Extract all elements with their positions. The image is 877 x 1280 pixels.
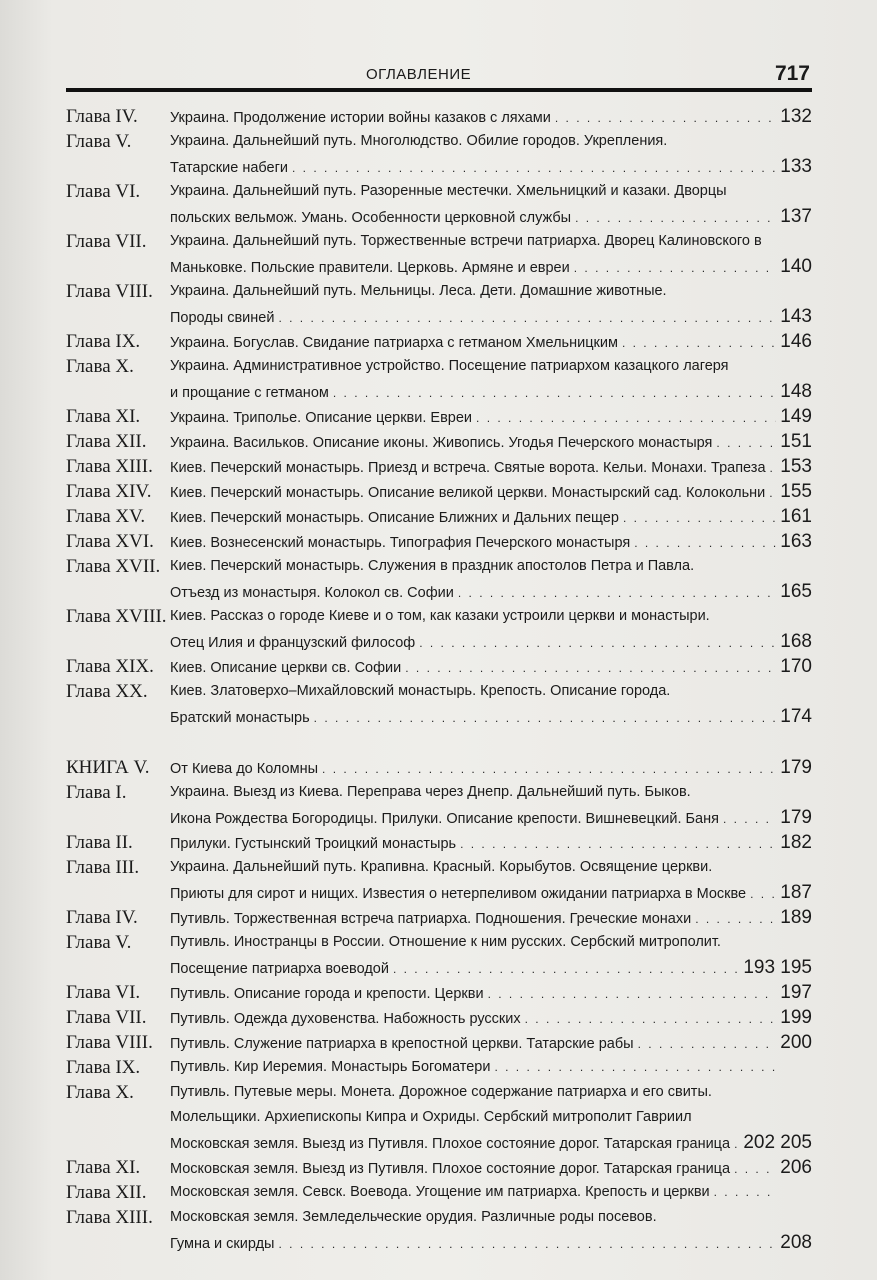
chapter-title-text: Киев. Печерский монастырь. Описание великой церкви. Монастырский сад. Колокольни [170,485,766,501]
chapter-page-number: 168 [780,631,812,652]
chapter-title-text: Киев. Описание церкви св. Софии [170,660,402,676]
chapter-label: Глава XX. [66,681,148,702]
chapter-title-text: Киев. Печерский монастырь. Описание Ближних и Дальних пещер [170,510,619,526]
dot-leader [278,306,776,331]
chapter-title-text: Украина. Дальнейший путь. Разоренные местечки. Хмельницкий и казаки. Дворцы [170,183,727,199]
chapter-label: Глава XIV. [66,481,152,502]
dot-leader [322,757,776,782]
chapter-label: Глава VII. [66,1007,147,1028]
chapter-title-text: Породы свиней [170,310,275,326]
chapter-label: Глава IV. [66,907,138,928]
toc-entry [66,179,812,229]
chapter-title-line [170,1080,812,1105]
toc-entry [66,454,812,479]
chapter-label: Глава X. [66,356,134,377]
chapter-page-number: 133 [780,156,812,177]
toc-entry [66,504,812,529]
toc-entry [66,1030,812,1055]
dot-leader [575,206,776,231]
chapter-label: Глава XIII. [66,1207,153,1228]
chapter-title-text: Украина. Выезд из Киева. Переправа через Днепр. Дальнейший путь. Быков. [170,784,691,800]
chapter-title-text: Икона Рождества Богородицы. Прилуки. Описание крепости. Вишневецкий. Баня [170,811,719,827]
chapter-page-number: 161 [780,506,812,527]
chapter-page-number: 200 [780,1032,812,1053]
chapter-title-text: Украина. Дальнейший путь. Крапивна. Красный. Корыбутов. Освящение церкви. [170,859,713,875]
chapter-label: Глава XV. [66,506,146,527]
chapter-title-line [170,604,812,629]
chapter-title-text: Украина. Дальнейший путь. Многолюдство. Обилие городов. Укрепления. [170,133,668,149]
dot-leader [623,506,776,531]
toc-entry [66,604,812,654]
chapter-page-number: 146 [780,331,812,352]
chapter-title-text: Украина. Васильков. Описание иконы. Живопись. Угодья Печерского монастыря [170,435,713,451]
chapter-title-text: Татарские набеги [170,160,289,176]
chapter-label: Глава XI. [66,406,141,427]
toc-entry [66,780,812,830]
chapter-label: Глава VI. [66,181,141,202]
chapter-title-line [170,855,812,880]
chapter-title-text: Киев. Печерский монастырь. Служения в праздник апостолов Петра и Павла. [170,558,695,574]
chapter-page-number: 151 [780,431,812,452]
dot-leader [460,832,776,857]
chapter-title-line [170,930,812,955]
dot-leader [723,807,776,832]
toc-entry [66,1080,812,1155]
toc-entry [66,529,812,554]
chapter-title-line [170,329,812,354]
toc-entry [66,855,812,905]
chapter-title-line [170,704,812,729]
chapter-title-line [170,654,812,679]
chapter-title-text: Украина. Триполье. Описание церкви. Евреи [170,410,473,426]
chapter-title-line [170,755,812,780]
dot-leader [734,1132,739,1157]
chapter-label: Глава VIII. [66,1032,153,1053]
chapter-label: Глава V. [66,932,132,953]
chapter-title-text: Путивль. Служение патриарха в крепостной церкви. Татарские рабы [170,1036,634,1052]
dot-leader [714,1180,778,1205]
chapter-title-line [170,479,812,504]
chapter-label: Глава IX. [66,331,141,352]
chapter-label: Глава XVI. [66,531,154,552]
chapter-title-line [170,504,812,529]
chapter-page-number: 153 [780,456,812,477]
toc-entry [66,930,812,980]
chapter-title-line [170,880,812,905]
chapter-page-number: 179 [780,757,812,778]
chapter-title-line [170,554,812,579]
chapter-label: Глава III. [66,857,140,878]
chapter-title-text: Украина. Дальнейший путь. Торжественные встречи патриарха. Дворец Калиновского в [170,233,762,249]
chapter-page-number: 174 [780,706,812,727]
dot-leader [555,106,776,131]
dot-leader [333,381,776,406]
chapter-title-text: польских вельмож. Умань. Особенности церковной службы [170,210,572,226]
chapter-title-line [170,129,812,154]
chapter-page-number: 199 [780,1007,812,1028]
chapter-label: Глава IX. [66,1057,141,1078]
dot-leader [622,331,776,356]
toc-entry [66,479,812,504]
dot-leader [770,456,777,481]
chapter-title-line [170,980,812,1005]
chapter-title-text: Путивль. Иностранцы в России. Отношение к ним русских. Сербский митрополит. [170,934,721,950]
toc-entry [66,354,812,404]
chapter-title-text: Отец Илия и французский философ [170,635,416,651]
dot-leader [634,531,776,556]
chapter-title-line [170,154,812,179]
dot-leader [734,1157,776,1182]
chapter-page-number: 137 [780,206,812,227]
chapter-title-line [170,579,812,604]
table-of-contents [66,104,812,1255]
dot-leader [419,631,776,656]
section-gap [66,729,812,755]
chapter-title-line [170,1005,812,1030]
chapter-label: Глава XVII. [66,556,161,577]
chapter-page-number: 165 [780,581,812,602]
toc-entry [66,104,812,129]
chapter-title-line [170,454,812,479]
chapter-label: Глава XI. [66,1157,141,1178]
chapter-page-number: 149 [780,406,812,427]
chapter-page-number: 132 [780,106,812,127]
chapter-title-text: Путивль. Путевые меры. Монета. Дорожное содержание патриарха и его свиты. [170,1084,712,1100]
chapter-title-line [170,830,812,855]
dot-leader [638,1032,777,1057]
chapter-title-line [170,1155,812,1180]
chapter-title-text: Украина. Административное устройство. Посещение патриархом казацкого лагеря [170,358,729,374]
chapter-label: Глава IV. [66,106,138,127]
dot-leader [488,982,777,1007]
chapter-title-line [170,679,812,704]
chapter-title-text: Молельщики. Архиепископы Кипра и Охриды. Сербский митрополит Гавриил [170,1109,692,1125]
chapter-title-line [170,229,812,254]
chapter-title-text: Путивль. Торжественная встреча патриарха. Подношения. Греческие монахи [170,911,692,927]
chapter-title-text: Киев. Златоверхо–Михайловский монастырь. Крепость. Описание города. [170,683,671,699]
chapter-page-number: 197 [780,982,812,1003]
chapter-page-number: 206 [780,1157,812,1178]
chapter-title-text: Украина. Продолжение истории войны казаков с ляхами [170,110,551,126]
dot-leader [405,656,776,681]
dot-leader [525,1007,777,1032]
chapter-label: Глава VIII. [66,281,153,302]
toc-entry [66,654,812,679]
chapter-title-line [170,179,812,204]
chapter-title-line [170,780,812,805]
toc-entry [66,905,812,930]
chapter-title-line [170,905,812,930]
chapter-title-text: Братский монастырь [170,710,310,726]
dot-leader [769,481,776,506]
chapter-title-text: Путивль. Кир Иеремия. Монастырь Богоматери [170,1059,491,1075]
chapter-title-text: Украина. Дальнейший путь. Мельницы. Леса. Дети. Домашние животные. [170,283,667,299]
chapter-title-line [170,254,812,279]
dot-leader [750,882,776,907]
chapter-page-number: 163 [780,531,812,552]
toc-entry [66,1055,812,1080]
chapter-title-line [170,204,812,229]
toc-entry [66,1155,812,1180]
toc-entry [66,1005,812,1030]
dot-leader [278,1232,776,1257]
toc-entry [66,229,812,279]
header-rule [66,88,812,92]
chapter-title-text: Киев. Рассказ о городе Киеве и о том, как казаки устроили церкви и монастыри. [170,608,710,624]
chapter-title-text: Отъезд из монастыря. Колокол св. Софии [170,585,454,601]
toc-entry [66,755,812,780]
toc-entry [66,1205,812,1255]
chapter-title-text: От Киева до Коломны [170,761,319,777]
chapter-page-number: 187 [780,882,812,903]
chapter-title-line [170,955,812,980]
dot-leader [574,256,777,281]
toc-entry [66,129,812,179]
toc-entry [66,429,812,454]
chapter-title-line [170,104,812,129]
chapter-label: Глава II. [66,832,133,853]
dot-leader [314,706,777,731]
chapter-title-line [170,379,812,404]
chapter-label: Глава I. [66,782,127,803]
chapter-title-line [170,529,812,554]
toc-entry [66,1180,812,1205]
dot-leader [695,907,776,932]
chapter-title-line [170,1030,812,1055]
toc-entry [66,404,812,429]
chapter-title-text: Маньковке. Польские правители. Церковь. Армяне и евреи [170,260,570,276]
chapter-title-line [170,404,812,429]
chapter-title-line [170,279,812,304]
chapter-title-text: Киев. Вознесенский монастырь. Типография Печерского монастыря [170,535,631,551]
dot-leader [494,1055,778,1080]
chapter-title-line [170,1055,812,1080]
dot-leader [458,581,776,606]
toc-entry [66,830,812,855]
running-title: ОГЛАВЛЕНИЕ [366,66,472,83]
page-header [66,60,812,100]
chapter-title-text: Украина. Богуслав. Свидание патриарха с гетманом Хмельницким [170,335,618,351]
chapter-page-number: 182 [780,832,812,853]
toc-entry [66,679,812,729]
chapter-title-text: Прилуки. Густынский Троицкий монастырь [170,836,457,852]
chapter-label: Глава XVIII. [66,606,167,627]
chapter-page-number: 143 [780,306,812,327]
chapter-label: КНИГА V. [66,757,150,778]
chapter-label: Глава XIII. [66,456,153,477]
chapter-title-line [170,354,812,379]
chapter-page-number: 179 [780,807,812,828]
chapter-label: Глава X. [66,1082,134,1103]
chapter-title-text: Посещение патриарха воеводой [170,961,389,977]
chapter-title-text: Московская земля. Выезд из Путивля. Плохое состояние дорог. Татарская граница [170,1161,731,1177]
chapter-title-line [170,1180,812,1205]
chapter-title-text: Киев. Печерский монастырь. Приезд и встреча. Святые ворота. Кельи. Монахи. Трапеза [170,460,766,476]
chapter-page-number: 208 [780,1232,812,1253]
chapter-title-text: Московская земля. Севск. Воевода. Угощение им патриарха. Крепость и церкви [170,1184,710,1200]
dot-leader [292,156,776,181]
toc-entry [66,554,812,604]
chapter-title-line [170,1205,812,1230]
chapter-title-line [170,1130,812,1155]
chapter-label: Глава XIX. [66,656,154,677]
dot-leader [393,957,739,982]
chapter-page-number: 170 [780,656,812,677]
page-number: 717 [774,62,810,85]
chapter-title-text: Приюты для сирот и нищих. Известия о нетерпеливом ожидании патриарха в Москве [170,886,747,902]
chapter-page-number: 155 [780,481,812,502]
chapter-title-line [170,1230,812,1255]
chapter-title-line [170,629,812,654]
chapter-title-text: Путивль. Описание города и крепости. Церкви [170,986,484,1002]
chapter-label: Глава V. [66,131,132,152]
dot-leader [716,431,776,456]
chapter-title-line [170,805,812,830]
chapter-label: Глава VI. [66,982,141,1003]
toc-entry [66,980,812,1005]
chapter-title-text: и прощание с гетманом [170,385,329,401]
toc-entry [66,279,812,329]
chapter-title-line [170,429,812,454]
chapter-label: Глава XII. [66,1182,147,1203]
chapter-page-number: 202 205 [743,1132,812,1153]
chapter-page-number: 140 [780,256,812,277]
chapter-label: Глава VII. [66,231,147,252]
chapter-page-number: 148 [780,381,812,402]
chapter-title-text: Московская земля. Выезд из Путивля. Плохое состояние дорог. Татарская граница [170,1136,731,1152]
chapter-page-number: 193 195 [743,957,812,978]
chapter-title-line [170,304,812,329]
toc-entry [66,329,812,354]
chapter-title-line [170,1105,812,1130]
chapter-title-text: Гумна и скирды [170,1236,275,1252]
chapter-title-text: Путивль. Одежда духовенства. Набожность русских [170,1011,521,1027]
chapter-title-text: Московская земля. Земледельческие орудия. Различные роды посевов. [170,1209,657,1225]
dot-leader [476,406,776,431]
chapter-page-number: 189 [780,907,812,928]
chapter-label: Глава XII. [66,431,147,452]
